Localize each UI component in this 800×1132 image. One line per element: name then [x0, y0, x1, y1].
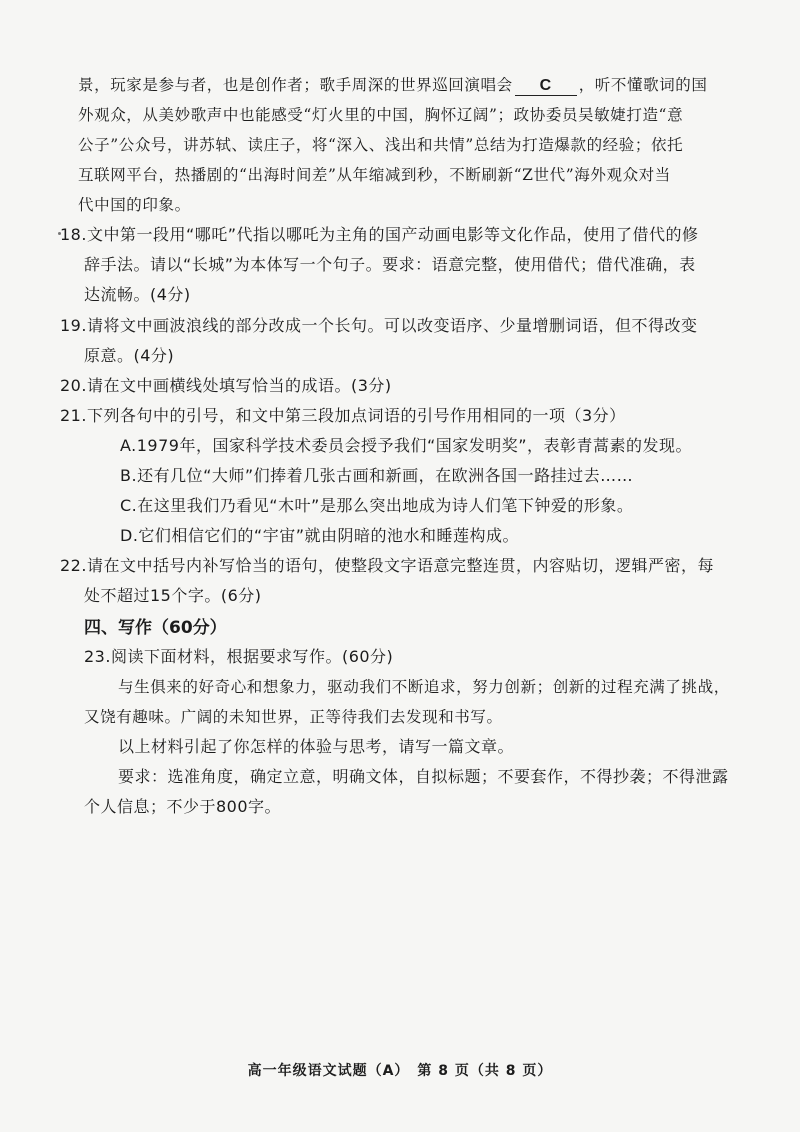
- question-18-line-3: 达流畅。(4分): [84, 285, 191, 304]
- question-20: 20.请在文中画横线处填写恰当的成语。(3分): [60, 376, 392, 395]
- requirements-line-1: 要求：选准角度，确定立意，明确文体，自拟标题；不要套作，不得抄袭；不得泄露: [118, 767, 729, 786]
- question-19-line-2: 原意。(4分): [84, 346, 175, 365]
- answer-blank: C: [515, 77, 577, 96]
- question-21-option-a: A.1979年，国家科学技术委员会授予我们“国家发明奖”，表彰青蒿素的发现。: [120, 436, 693, 455]
- page-footer: 高一年级语文试题（A） 第 8 页（共 8 页）: [247, 1063, 553, 1079]
- intro-text: ，听不懂歌词的国: [578, 76, 708, 94]
- requirements-line-2: 个人信息；不少于800字。: [84, 797, 282, 816]
- question-21-option-c: C.在这里我们乃看见“木叶”是那么突出地成为诗人们笔下钟爱的形象。: [120, 496, 634, 515]
- material-line-1: 与生俱来的好奇心和想象力，驱动我们不断追求，努力创新；创新的过程充满了挑战，: [118, 678, 730, 696]
- intro-line-1: [78, 74, 708, 96]
- intro-text: 景，玩家是参与者，也是创作者；歌手周深的世界巡回演唱会: [78, 76, 513, 94]
- question-23: 23.阅读下面材料，根据要求写作。(60分): [84, 647, 394, 666]
- writing-prompt: 以上材料引起了你怎样的体验与思考，请写一篇文章。: [118, 737, 515, 756]
- question-18-line-1: 18.文中第一段用“哪吒”代指以哪吒为主角的国产动画电影等文化作品，使用了借代的修: [60, 225, 699, 244]
- material-line-2: 又饶有趣味。广阔的未知世界，正等待我们去发现和书写。: [84, 708, 503, 726]
- question-19-line-1: 19.请将文中画波浪线的部分改成一个长句。可以改变语序、少量增删词语，但不得改变: [60, 316, 698, 335]
- intro-line-3: 公子”公众号，讲苏轼、读庄子，将“深入、浅出和共情”总结为打造爆款的经验；依托: [78, 136, 684, 154]
- intro-line-5: 代中国的印象。: [78, 196, 191, 214]
- question-21: 21.下列各句中的引号，和文中第三段加点词语的引号作用相同的一项（3分）: [60, 406, 626, 425]
- question-21-option-b: B.还有几位“大师”们捧着几张古画和新画，在欧洲各国一路挂过去……: [120, 466, 634, 485]
- question-18-line-2: 辞手法。请以“长城”为本体写一个句子。要求：语意完整，使用借代；借代准确，表: [84, 255, 696, 274]
- intro-line-2: 外观众，从美妙歌声中也能感受“灯火里的中国，胸怀辽阔”；政协委员吴敏婕打造“意: [78, 106, 684, 124]
- question-22-line-1: 22.请在文中括号内补写恰当的语句，使整段文字语意完整连贯，内容贴切，逻辑严密，每: [60, 556, 714, 575]
- intro-line-4: 互联网平台，热播剧的“出海时间差”从年缩减到秒，不断刷新“Z世代”海外观众对当: [78, 166, 671, 184]
- section-title-writing: 四、写作（60分）: [84, 618, 227, 638]
- question-22-line-2: 处不超过15个字。(6分): [84, 586, 262, 605]
- question-21-option-d: D.它们相信它们的“宇宙”就由阴暗的池水和睡莲构成。: [120, 526, 519, 545]
